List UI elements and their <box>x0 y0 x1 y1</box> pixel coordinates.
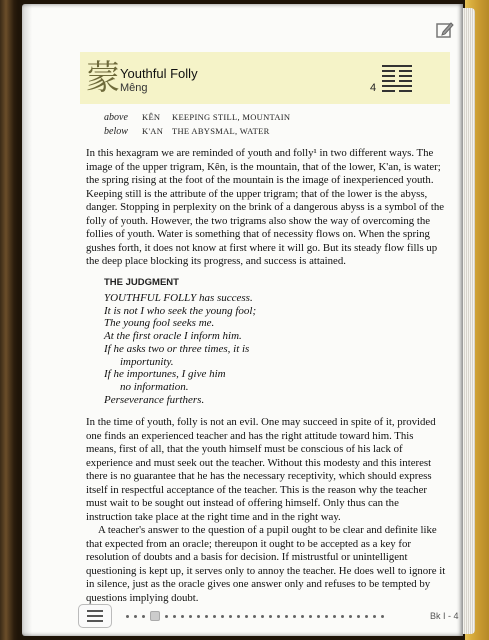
verse-line: Perseverance furthers. <box>104 393 205 406</box>
page-dot[interactable] <box>197 615 200 618</box>
hexagram-number: 4 <box>370 82 377 94</box>
trigram-name: K'AN <box>142 126 164 136</box>
page-dot[interactable] <box>253 615 256 618</box>
page-dot[interactable] <box>317 615 320 618</box>
page-dot[interactable] <box>349 615 352 618</box>
page-dot[interactable] <box>173 615 176 618</box>
body-paragraph: In the time of youth, folly is not an evil. One may succeed in spite of it, provided one finds an experienced teacher and has the right attitude toward him. This means, first of all, that the youth himself must be conscious of his lack of experience and must seek out the teacher. Without this modesty and this interest there is no guarantee that he has the necessary receptivity, which should express itself in respectful acceptance of the teacher. This is the reason why the teacher must wait to be sought out instead of offering himself. Only thus can the instruction take place at the right time and in the right way. <box>86 416 436 523</box>
page-dot[interactable] <box>301 615 304 618</box>
page-dot[interactable] <box>381 615 384 618</box>
verse-line: At the first oracle I inform him. <box>104 330 242 343</box>
edit-note-icon[interactable] <box>435 20 455 40</box>
page-dot[interactable] <box>293 615 296 618</box>
body-paragraph: A teacher's answer to the question of a pupil ought to be clear and definite like that expected from an oracle; thereupon it ought to be accepted as a key for resolution of doubts and a basis for decision. If mistrustful or unintelligent questioning is kept up, it serves only to annoy the teacher. He does well to ignore it in silence, just as the oracle gives one answer only and refuses to be tempted by questions implying doubt. <box>86 524 446 604</box>
page-scrubber[interactable] <box>126 614 416 618</box>
page-dot[interactable] <box>261 615 264 618</box>
judgment-heading: THE JUDGMENT <box>104 277 179 288</box>
list-icon <box>87 610 103 625</box>
reader-bottom-bar <box>22 602 463 636</box>
page-dot[interactable] <box>365 615 368 618</box>
verse-line: It is not I who seek the young fool; <box>104 304 257 317</box>
verse-line: If he importunes, I give him <box>104 368 226 381</box>
page-dot[interactable] <box>277 615 280 618</box>
hexagram-header <box>80 52 450 104</box>
judgment-verse <box>104 292 256 406</box>
hexagram-character: 蒙 <box>86 58 120 98</box>
page-dot[interactable] <box>269 615 272 618</box>
page-dot[interactable] <box>126 615 129 618</box>
trigram-name: KÊN <box>142 112 161 122</box>
page-dot[interactable] <box>333 615 336 618</box>
trigram-position: below <box>104 126 128 137</box>
page-dot[interactable] <box>189 615 192 618</box>
page-dot[interactable] <box>165 615 168 618</box>
page-dot[interactable] <box>285 615 288 618</box>
page-dot[interactable] <box>373 615 376 618</box>
page-dot[interactable] <box>205 615 208 618</box>
page-number-label: Bk I - 4 <box>430 611 459 621</box>
page-dot[interactable] <box>134 615 137 618</box>
trigram-description: KEEPING STILL, MOUNTAIN <box>172 112 291 122</box>
page-dot[interactable] <box>229 615 232 618</box>
page-dot[interactable] <box>181 615 184 618</box>
page-dot-current[interactable] <box>150 611 160 621</box>
hexagram-symbol-icon <box>382 65 412 95</box>
book-page[interactable] <box>22 4 463 636</box>
page-dot[interactable] <box>245 615 248 618</box>
page-dot[interactable] <box>309 615 312 618</box>
page-dot[interactable] <box>142 615 145 618</box>
hexagram-title: Youthful Folly <box>120 66 198 81</box>
trigram-description: THE ABYSMAL, WATER <box>172 126 270 136</box>
page-dot[interactable] <box>341 615 344 618</box>
page-dot[interactable] <box>213 615 216 618</box>
body-paragraph: In this hexagram we are reminded of youth and folly¹ in two different ways. The image of the upper trigram, Kên, is the mountain, that of the lower, K'an, is water; the spring rising at the foot of the mountain is the image of inexperienced youth. Keeping still is the attribute of the upper trigram; that of the lower is the abyss, danger. Stopping in perplexity on the brink of a dangerous abyss is a symbol of the folly of youth. However, the two trigrams also show the way of overcoming the follies of youth. Water is something that of necessity flows on. When the spring gushes forth, it does not know at first where it will go. But its steady flow fills up the deep place blocking its progress, and success is attained. <box>86 147 445 267</box>
verse-line: no information. <box>120 380 189 393</box>
verse-line: importunity. <box>120 355 174 368</box>
trigram-position: above <box>104 112 128 123</box>
verse-line: The young fool seeks me. <box>104 317 215 330</box>
page-gutter-shadow <box>22 4 32 636</box>
page-dot[interactable] <box>357 615 360 618</box>
verse-line: YOUTHFUL FOLLY has success. <box>104 292 253 304</box>
page-dot[interactable] <box>237 615 240 618</box>
table-of-contents-button[interactable] <box>78 604 112 628</box>
page-dot[interactable] <box>221 615 224 618</box>
verse-line: If he asks two or three times, it is <box>104 342 250 355</box>
page-dot[interactable] <box>325 615 328 618</box>
page-stack <box>463 8 475 634</box>
hexagram-subtitle: Mêng <box>120 82 148 94</box>
